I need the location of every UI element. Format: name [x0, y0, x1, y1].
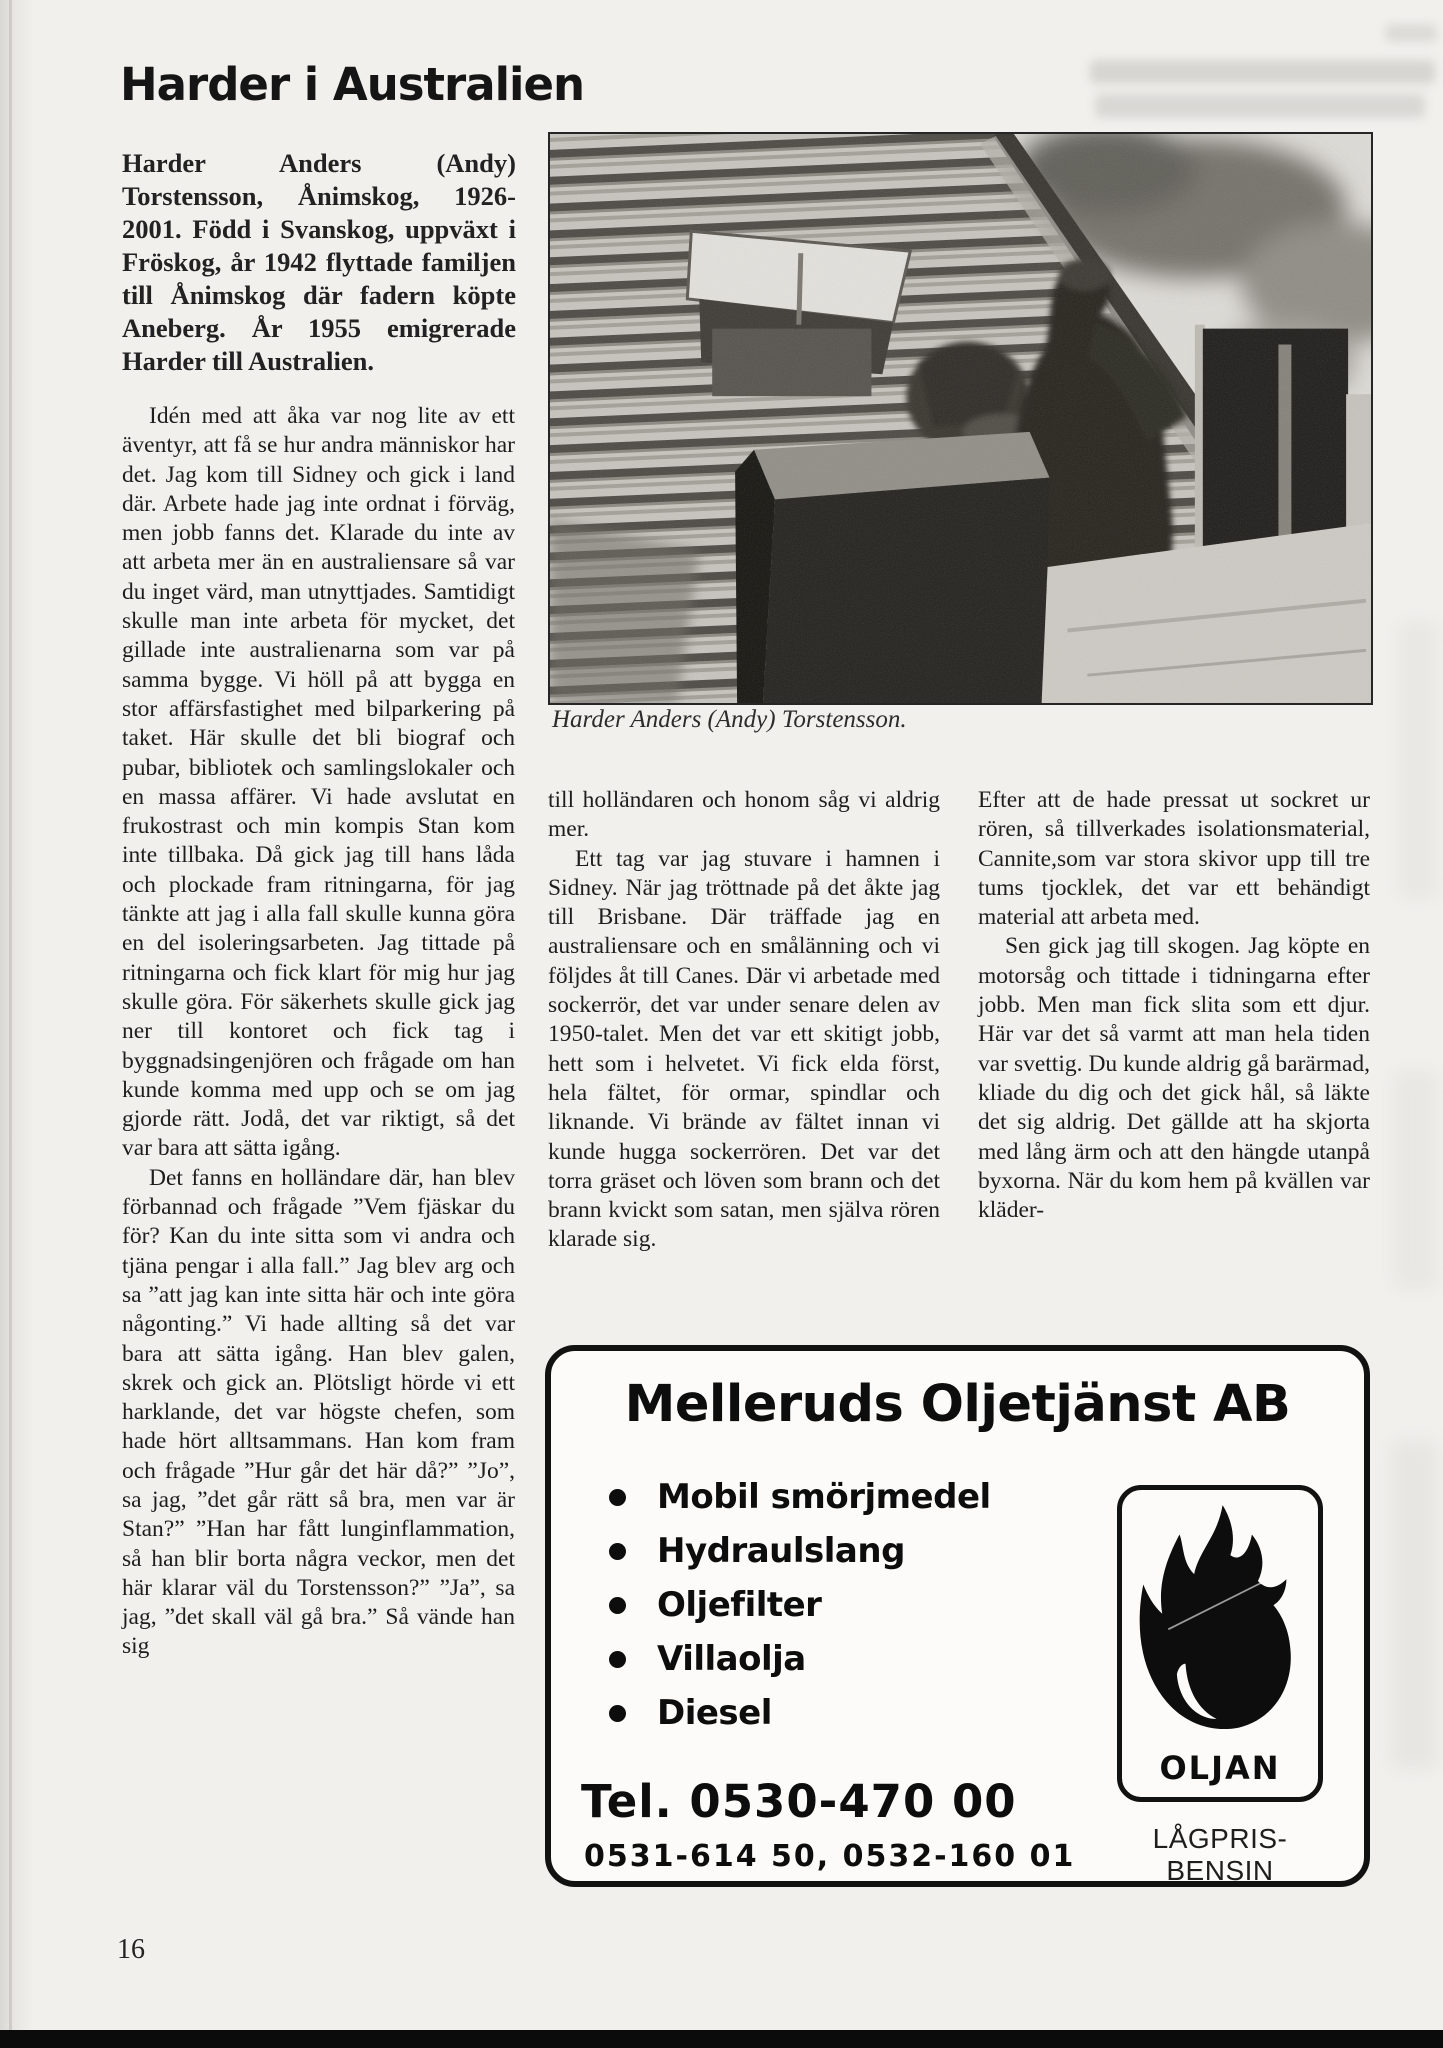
article-column-3: [978, 786, 1370, 1225]
flame-icon: [1132, 1500, 1308, 1750]
bullet-label: Mobil smörjmedel: [657, 1477, 991, 1517]
article-column-2: [548, 786, 940, 1255]
photo-caption: Harder Anders (Andy) Torstensson.: [552, 706, 907, 733]
bullet-icon: [609, 1651, 626, 1668]
list-item: [609, 1479, 991, 1515]
paragraph: Ett tag var jag stuvare i hamnen i Sidney. När jag tröttnade på det åkte jag till Brisbane. Där träffade jag en australiensare och en smålänning och vi följdes åt till Canes. Där vi arbetade med sockerrör, det var under senare delen av 1950-talet. Men det var ett skitigt jobb, hett som i helvetet. Vi fick elda först, hela fältet, för ormar, spindlar och liknande. Vi brände av fältet innan vi kunde hugga sockerrören. Det var det torra gräset och löven som brann och det brann kvickt som satan, men själva rören klarade sig.: [548, 845, 940, 1253]
list-item: [609, 1533, 991, 1569]
ad-box: [545, 1345, 1370, 1887]
bullet-icon: [609, 1597, 626, 1614]
spine-shadow: [0, 0, 34, 2048]
ghost-text: [1385, 24, 1437, 42]
list-item: [609, 1641, 991, 1677]
page-title: Harder i Australien: [120, 58, 585, 111]
list-item: [609, 1695, 991, 1731]
article-column-1: [122, 402, 515, 1662]
ghost-smudge: [1398, 620, 1438, 900]
shed-photo-illustration: [550, 134, 1371, 703]
article-photo: [548, 132, 1373, 705]
page-number: 16: [117, 1934, 145, 1965]
paragraph: Sen gick jag till skogen. Jag köpte en motorsåg och tittade i tidningarna efter jobb. Men man fick slita som ett djur. Här var det så varmt att man hela tiden var svettig. Du kunde aldrig gå barärmad, kliade du dig och det gick hål, så läkte det sig aldrig. Det gällde att ha skjorta med lång ärm och att den hängde utanpå byxorna. När du kom hem på kvällen var kläder-: [978, 933, 1370, 1224]
ad-title: Melleruds Oljetjänst AB: [624, 1375, 1291, 1434]
ad-bullet-list: [609, 1479, 991, 1749]
paragraph: Det fanns en holländare där, han blev förbannad och frågade ”Vem fjäskar du för? Kan du inte sitta som vi andra och tjäna pengar i alla fall.” Jag blev arg och sa ”att jag kan inte sitta här och inte göra någonting.” Vi hade allting så det var bara att sätta igång. Han blev galen, skrek och gick an. Plötsligt hörde vi ett harklande, det var högste chefen, som hade hört alltsammans. Han kom fram och frågade ”Hur går det här då?” ”Jo”, sa jag, ”det går rätt så bra, men var är Stan?” ”Han har fått lunginflammation, så han blir borta några veckor, men det här klarar väl du Torstensson?” ”Ja”, sa jag, ”det skall väl gå bra.” Så vände han sig: [122, 1164, 515, 1660]
ad-phone-main: Tel. 0530-470 00: [581, 1775, 1017, 1828]
bullet-label: Diesel: [657, 1693, 772, 1733]
scan-edge-bar: [0, 2030, 1443, 2048]
ghost-smudge: [1390, 1440, 1438, 1770]
paragraph: Idén med att åka var nog lite av ett äventyr, att få se hur andra människor har det. Jag kom till Sidney och gick i land där. Arbete hade jag inte ordnat i förväg, men jobb fanns det. Klarade du inte av att arbeta mer än en australiensare så var du inget värd, man utnyttjades. Samtidigt skulle man inte arbeta för mycket, det gillade inte australienarna som var på samma bygge. Vi höll på att bygga en stor affärsfastighet med bilparkering på taket. Här skulle det bli biograf och pubar, bibliotek och samlingslokaler och en massa affärer. Vi hade avslutat en frukostrast och min kompis Stan kom inte tillbaka. Då gick jag till hans låda och plockade fram ritningarna, för jag tänkte att jag i alla fall skulle kunna göra en del isoleringsarbeten. Jag tittade på ritningarna och fick klart för mig hur jag skulle göra. För säkerhets skulle gick jag ner till kontoret och fick tag i byggnadsingenjören och frågade om han kunde komma med upp och se om jag gjorde rätt. Jodå, det var riktigt, så det var bara att sätta igång.: [122, 403, 515, 1162]
paragraph: till holländaren och honom såg vi aldrig mer.: [548, 787, 940, 843]
article-intro: Harder Anders (Andy) Torstensson, Ånimskog, 1926-2001. Född i Svanskog, uppväxt i Fröskog, år 1942 flyttade familjen till Ånimskog där fadern köpte Aneberg. År 1955 emigrerade Harder till Australien.: [122, 148, 516, 376]
ghost-text: [1090, 60, 1435, 84]
ad-phone-secondary: 0531-614 50, 0532-160 01: [584, 1839, 1076, 1874]
paragraph: Efter att de hade pressat ut sockret ur rören, så tillverkades isolationsmaterial, Cannite,som var stora skivor upp till tre tums tjocklek, det var ett behändigt material att arbeta med.: [978, 787, 1370, 931]
bullet-icon: [609, 1543, 626, 1560]
oljan-label: OLJAN: [1159, 1749, 1281, 1787]
ghost-text: [1095, 94, 1425, 118]
bullet-icon: [609, 1705, 626, 1722]
oljan-logo: [1117, 1485, 1323, 1802]
ghost-smudge: [1392, 1070, 1438, 1290]
bullet-label: Oljefilter: [657, 1585, 822, 1625]
list-item: [609, 1587, 991, 1623]
spine-line: [9, 0, 12, 2048]
bullet-icon: [609, 1489, 626, 1506]
bullet-label: Villaolja: [657, 1639, 806, 1679]
bullet-label: Hydraulslang: [657, 1531, 905, 1571]
ad-tagline: LÅGPRIS-BENSIN: [1152, 1823, 1288, 1886]
